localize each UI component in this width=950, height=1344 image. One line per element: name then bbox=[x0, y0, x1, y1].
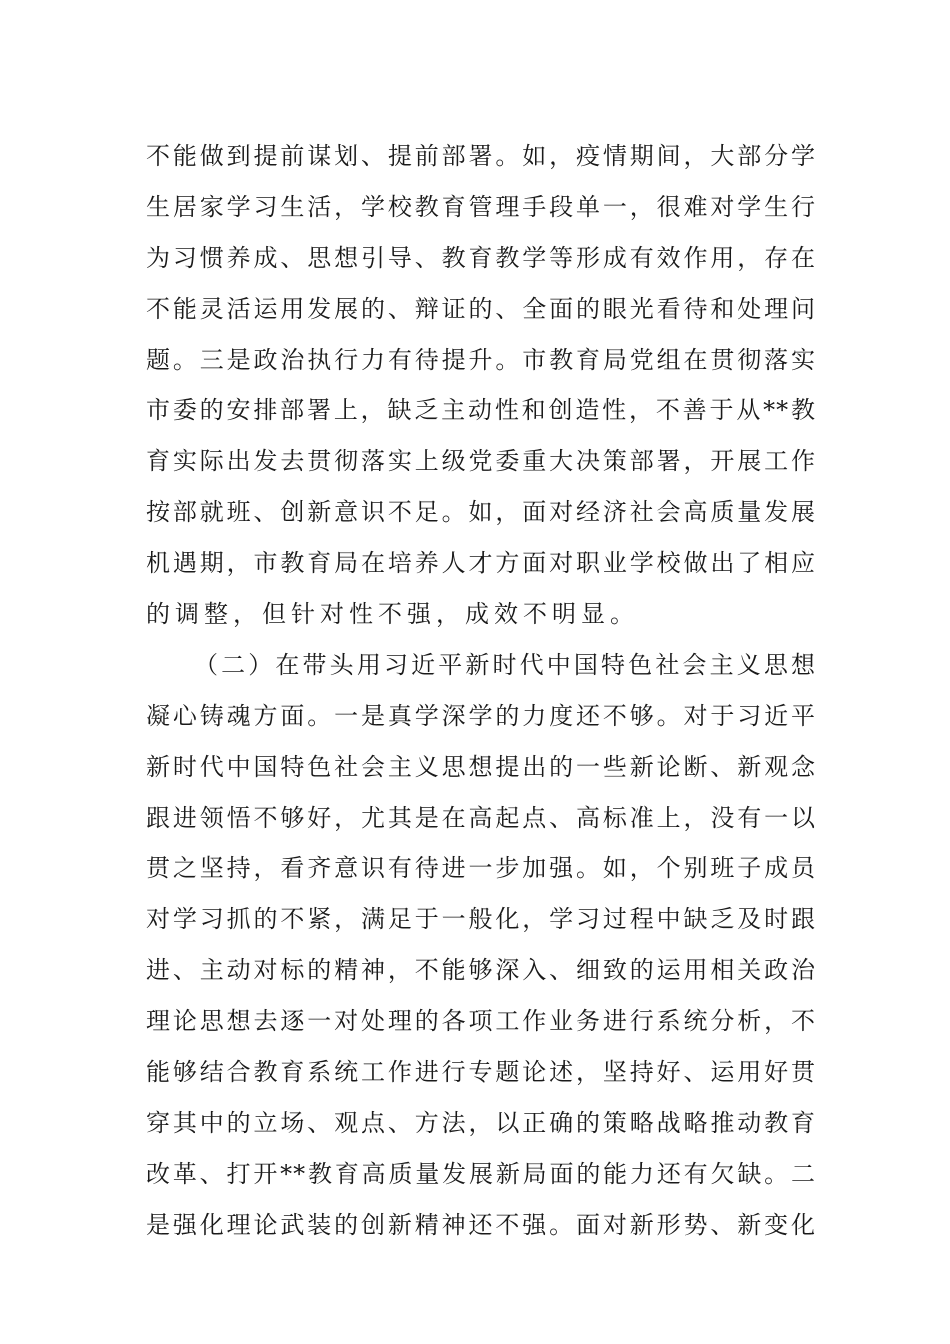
section-heading-line: （二）在带头用习近平新时代中国特色社会主义思想 bbox=[194, 650, 816, 679]
text-line: 机遇期，市教育局在培养人才方面对职业学校做出了相应 bbox=[146, 549, 816, 578]
text-line: 对学习抓的不紧，满足于一般化，学习过程中缺乏及时跟 bbox=[146, 905, 816, 934]
text-line: 育实际出发去贯彻落实上级党委重大决策部署，开展工作 bbox=[146, 447, 816, 476]
text-line: 是强化理论武装的创新精神还不强。面对新形势、新变化 bbox=[146, 1210, 816, 1239]
text-line: 贯之坚持，看齐意识有待进一步加强。如，个别班子成员 bbox=[146, 854, 816, 883]
text-line: 不能灵活运用发展的、辩证的、全面的眼光看待和处理问 bbox=[146, 294, 816, 323]
text-line: 凝心铸魂方面。一是真学深学的力度还不够。对于习近平 bbox=[146, 701, 816, 730]
text-line: 的调整，但针对性不强，成效不明显。 bbox=[146, 600, 639, 629]
text-line: 不能做到提前谋划、提前部署。如，疫情期间，大部分学 bbox=[146, 142, 816, 170]
text-line: 能够结合教育系统工作进行专题论述，坚持好、运用好贯 bbox=[146, 1058, 816, 1087]
text-line: 跟进领悟不够好，尤其是在高起点、高标准上，没有一以 bbox=[146, 803, 816, 832]
text-line: 题。三是政治执行力有待提升。市教育局党组在贯彻落实 bbox=[146, 345, 816, 374]
text-line: 改革、打开**教育高质量发展新局面的能力还有欠缺。二 bbox=[146, 1159, 816, 1188]
text-line: 按部就班、创新意识不足。如，面对经济社会高质量发展 bbox=[146, 498, 816, 527]
text-line: 理论思想去逐一对处理的各项工作业务进行系统分析，不 bbox=[146, 1007, 816, 1036]
text-line: 穿其中的立场、观点、方法，以正确的策略战略推动教育 bbox=[146, 1108, 816, 1137]
text-line: 新时代中国特色社会主义思想提出的一些新论断、新观念 bbox=[146, 752, 816, 781]
text-line: 生居家学习生活，学校教育管理手段单一，很难对学生行 bbox=[146, 192, 816, 221]
body-text bbox=[146, 131, 816, 1251]
text-line: 市委的安排部署上，缺乏主动性和创造性，不善于从**教 bbox=[146, 396, 816, 425]
text-line: 为习惯养成、思想引导、教育教学等形成有效作用，存在 bbox=[146, 243, 816, 272]
text-line: 进、主动对标的精神，不能够深入、细致的运用相关政治 bbox=[146, 956, 816, 985]
